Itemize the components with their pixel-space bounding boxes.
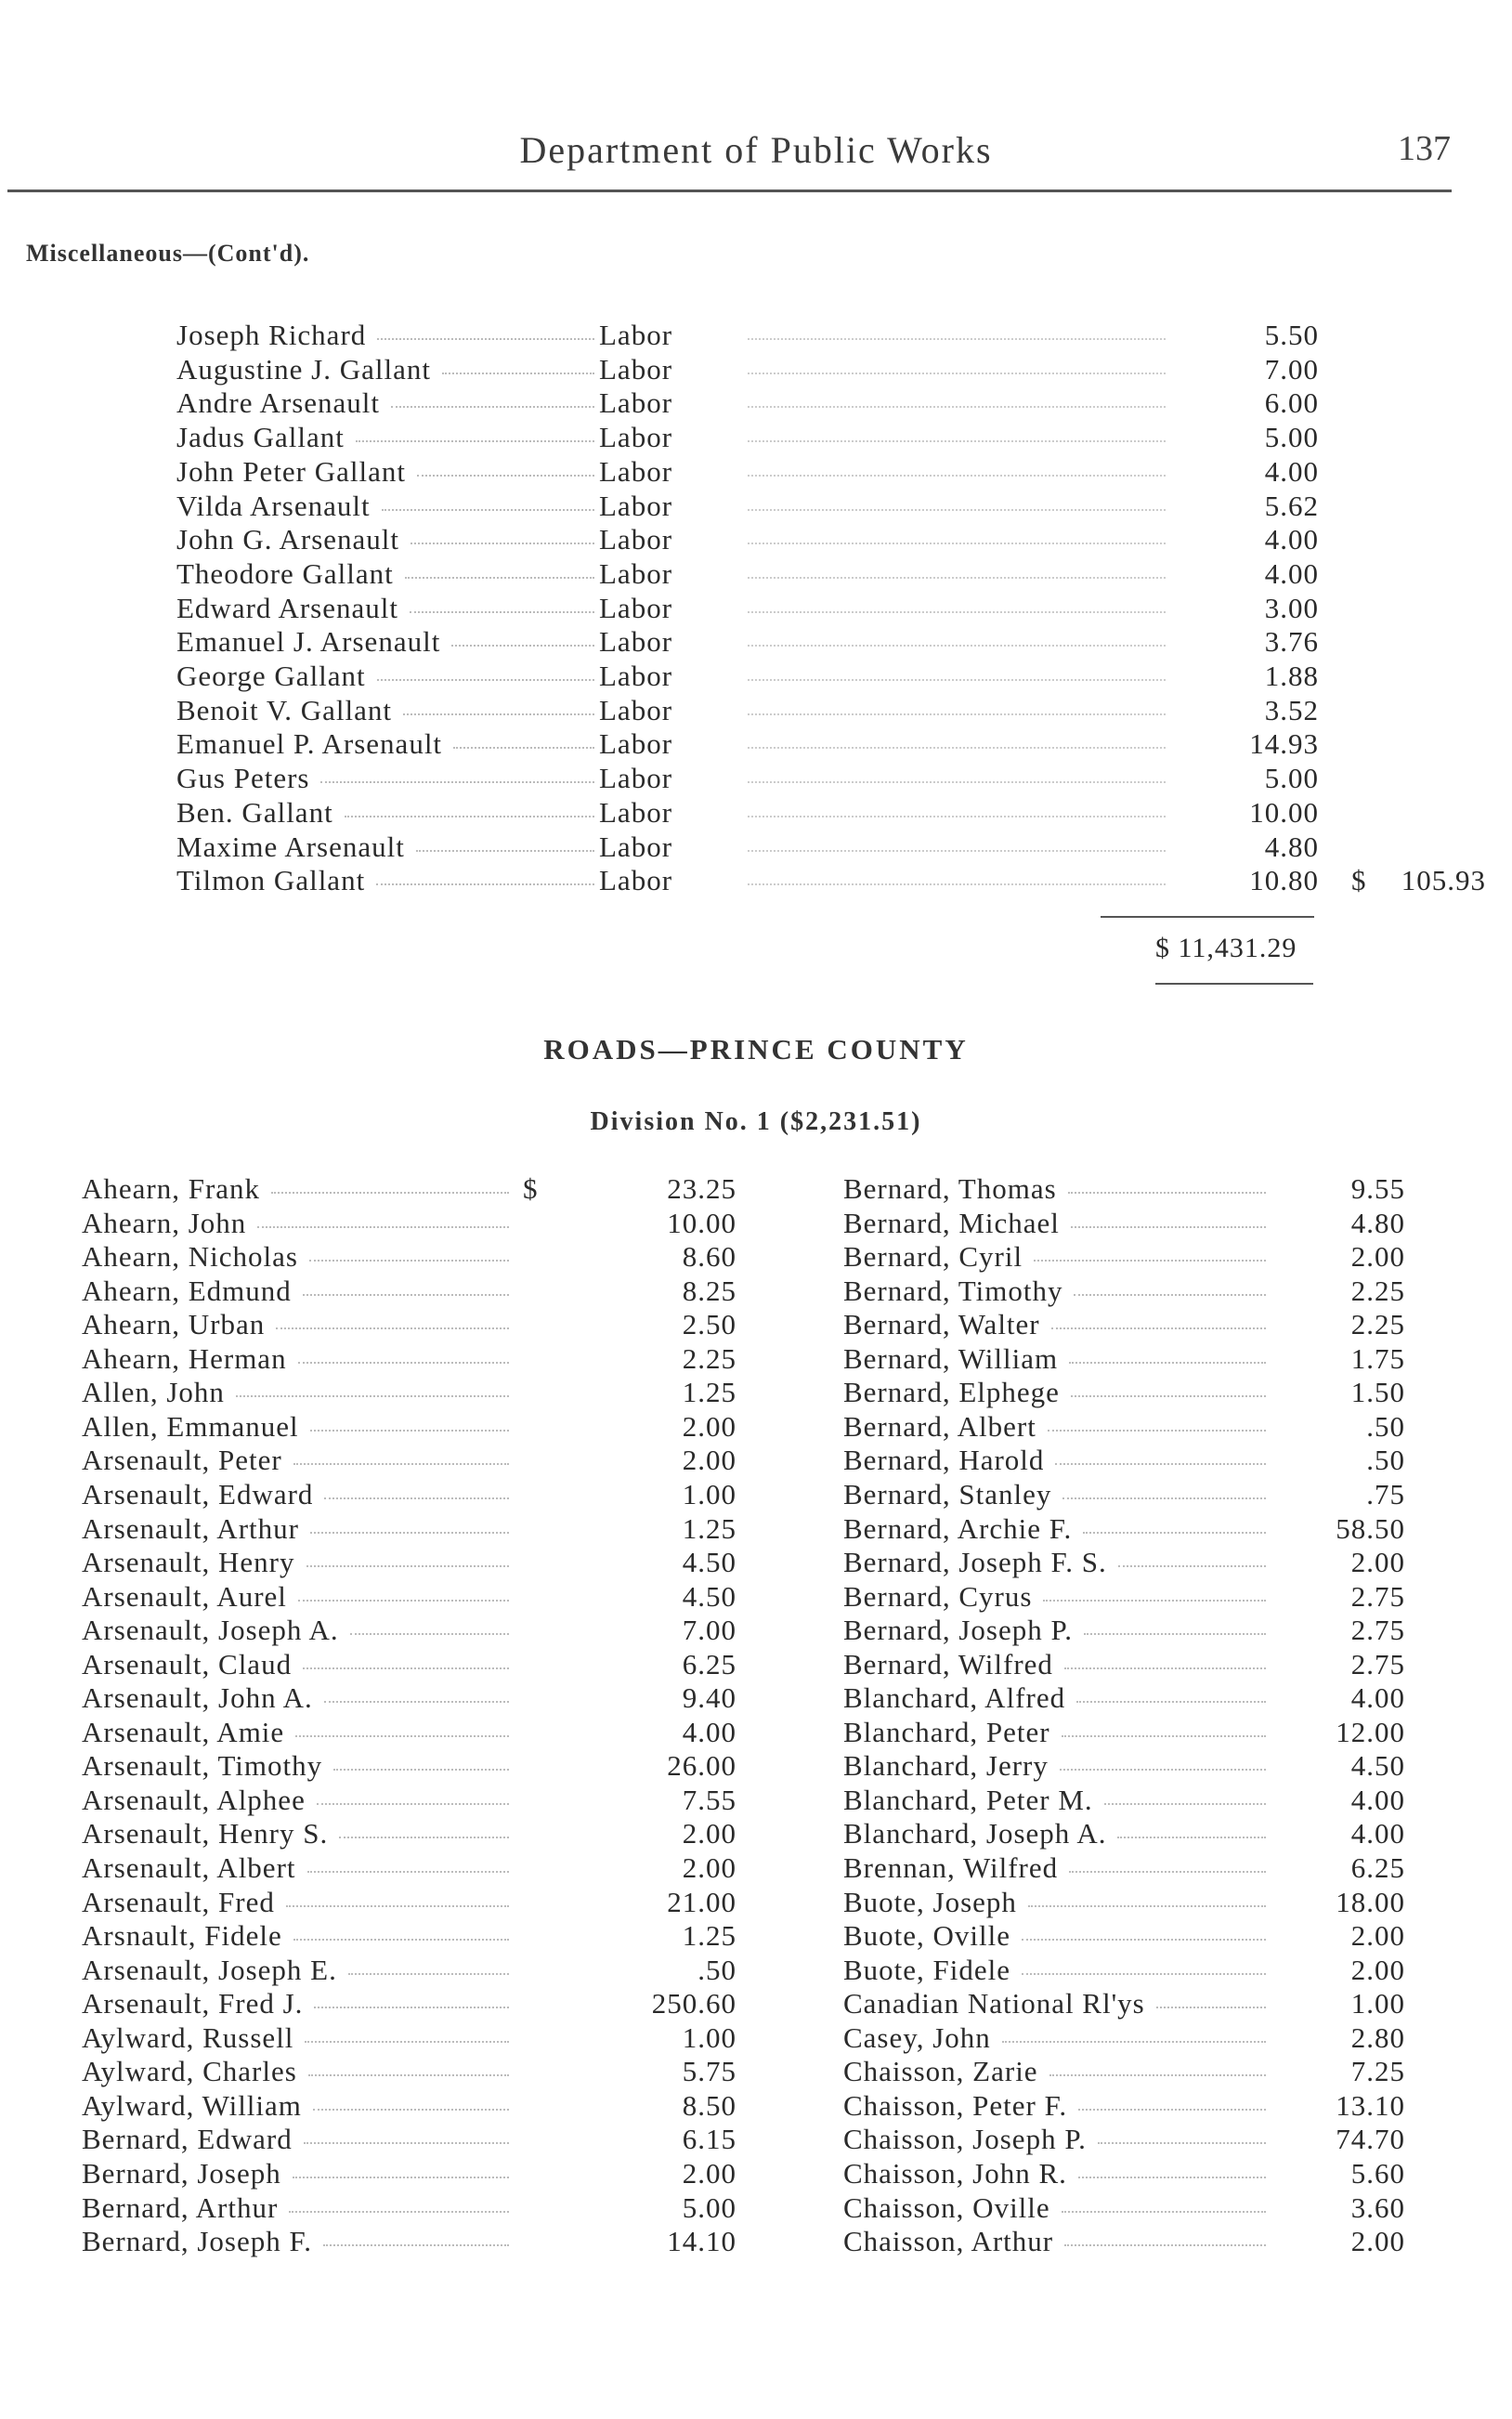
dot-leader bbox=[236, 1395, 509, 1397]
payee-name: Bernard, Stanley bbox=[843, 1477, 1052, 1510]
dot-leader bbox=[317, 1803, 509, 1805]
roads-section-title: ROADS—PRINCE COUNTY bbox=[543, 1033, 969, 1066]
dot-leader bbox=[748, 679, 1166, 681]
page-number: 137 bbox=[1398, 129, 1451, 168]
amount: 7.00 bbox=[682, 1614, 736, 1647]
amount: 1.25 bbox=[682, 1511, 736, 1545]
payee-name: Theodore Gallant bbox=[176, 556, 394, 590]
dot-leader bbox=[1117, 1837, 1266, 1838]
dot-leader bbox=[1098, 2142, 1266, 2144]
payee-name: Bernard, Edward bbox=[82, 2123, 293, 2156]
dot-leader bbox=[320, 781, 594, 783]
payee-name: Casey, John bbox=[843, 2020, 991, 2054]
amount: 3.00 bbox=[1264, 591, 1319, 624]
dot-leader bbox=[304, 2142, 509, 2144]
amount: 2.00 bbox=[1350, 1546, 1405, 1579]
dot-leader bbox=[1078, 2109, 1266, 2111]
dot-leader bbox=[376, 883, 594, 885]
payee-name: Chaisson, Zarie bbox=[843, 2055, 1038, 2088]
amount: 9.55 bbox=[1350, 1172, 1405, 1205]
payee-name: Bernard, Cyrus bbox=[843, 1579, 1033, 1613]
payment-description: Labor bbox=[599, 421, 673, 454]
dot-leader bbox=[310, 1430, 509, 1432]
payee-name: Bernard, Harold bbox=[843, 1444, 1045, 1477]
payee-name: Ahearn, Urban bbox=[82, 1308, 266, 1341]
amount: 74.70 bbox=[1336, 2123, 1405, 2156]
amount: 23.25 bbox=[667, 1172, 736, 1205]
payment-description: Labor bbox=[599, 319, 673, 351]
amount: 250.60 bbox=[651, 1987, 736, 2020]
dot-leader bbox=[442, 373, 594, 374]
dot-leader bbox=[339, 1837, 509, 1838]
dot-leader bbox=[748, 850, 1166, 852]
amount: 4.50 bbox=[682, 1546, 736, 1579]
payee-name: Arsenault, Timothy bbox=[82, 1749, 323, 1783]
payee-name: Chaisson, Arthur bbox=[843, 2225, 1054, 2258]
dot-leader bbox=[303, 1294, 509, 1296]
payment-description: Labor bbox=[599, 762, 673, 795]
dot-leader bbox=[356, 440, 594, 442]
payment-description: Labor bbox=[599, 556, 673, 590]
payee-name: Arsenault, Fred bbox=[82, 1885, 275, 1918]
dot-leader bbox=[309, 1260, 509, 1262]
division-heading: Division No. 1 ($2,231.51) bbox=[590, 1107, 922, 1136]
dot-leader bbox=[391, 406, 594, 408]
currency-symbol: $ bbox=[523, 1172, 539, 1205]
dot-leader bbox=[405, 577, 594, 579]
payee-name: Buote, Fidele bbox=[843, 1953, 1011, 1986]
amount: 5.00 bbox=[1264, 421, 1319, 454]
dot-leader bbox=[403, 713, 594, 715]
amount: 3.52 bbox=[1264, 693, 1319, 726]
amount: 8.60 bbox=[682, 1240, 736, 1274]
dot-leader bbox=[1078, 2177, 1266, 2178]
amount: 58.50 bbox=[1336, 1511, 1405, 1545]
payment-description: Labor bbox=[599, 625, 673, 659]
payee-name: Bernard, Thomas bbox=[843, 1172, 1057, 1205]
payee-name: Blanchard, Alfred bbox=[843, 1681, 1066, 1715]
payee-name: Andre Arsenault bbox=[176, 386, 381, 420]
amount: 10.80 bbox=[1249, 864, 1319, 897]
payee-name: Canadian National Rl'ys bbox=[843, 1987, 1145, 2020]
payee-name: Arsenault, Joseph E. bbox=[82, 1953, 337, 1986]
payee-name: Bernard, Wilfred bbox=[843, 1647, 1053, 1680]
amount: 1.88 bbox=[1264, 660, 1319, 692]
amount: 14.10 bbox=[667, 2225, 736, 2258]
dot-leader bbox=[748, 406, 1166, 408]
payee-name: Edward Arsenault bbox=[176, 591, 398, 624]
payee-name: Allen, John bbox=[82, 1376, 225, 1409]
payee-name: Ahearn, Nicholas bbox=[82, 1240, 298, 1274]
dot-leader bbox=[345, 816, 594, 817]
payee-name: Bernard, Albert bbox=[843, 1409, 1036, 1443]
amount: 1.00 bbox=[682, 1477, 736, 1510]
grand-total: $ 11,431.29 bbox=[1155, 933, 1297, 963]
payee-name: Arsenault, Aurel bbox=[82, 1579, 287, 1613]
dot-leader bbox=[748, 577, 1166, 579]
dot-leader bbox=[377, 679, 594, 681]
payee-name: Vilda Arsenault bbox=[176, 489, 371, 522]
dot-leader bbox=[1064, 1667, 1266, 1669]
payee-name: Bernard, Joseph F. bbox=[82, 2225, 312, 2258]
dot-leader bbox=[382, 509, 594, 511]
amount: 7.55 bbox=[682, 1783, 736, 1816]
payee-name: Joseph Richard bbox=[176, 319, 367, 351]
amount: 6.25 bbox=[682, 1647, 736, 1680]
payee-name: Arsenault, John A. bbox=[82, 1681, 313, 1715]
dot-leader bbox=[1034, 1260, 1266, 1262]
section-label-miscellaneous: Miscellaneous—(Cont'd). bbox=[26, 240, 310, 267]
amount: 5.50 bbox=[1264, 319, 1319, 351]
dot-leader bbox=[1062, 1735, 1266, 1737]
payee-name: Arsenault, Henry S. bbox=[82, 1817, 329, 1850]
payment-description: Labor bbox=[599, 523, 673, 556]
dot-leader bbox=[257, 1226, 509, 1228]
dot-leader bbox=[323, 2244, 509, 2246]
dot-leader bbox=[307, 1871, 509, 1873]
amount: 1.00 bbox=[682, 2020, 736, 2054]
payee-name: Tilmon Gallant bbox=[176, 864, 366, 897]
payee-name: Arsenault, Fred J. bbox=[82, 1987, 304, 2020]
subtotal: 105.93 bbox=[1401, 864, 1486, 897]
amount: 2.50 bbox=[682, 1308, 736, 1341]
payee-name: Gus Peters bbox=[176, 762, 310, 795]
dot-leader bbox=[1069, 1871, 1266, 1873]
dot-leader bbox=[271, 1192, 509, 1194]
dot-leader bbox=[1051, 1327, 1266, 1329]
dot-leader bbox=[333, 1769, 509, 1771]
amount: .50 bbox=[1366, 1444, 1405, 1477]
dot-leader bbox=[748, 509, 1166, 511]
payee-name: Bernard, William bbox=[843, 1341, 1059, 1375]
dot-leader bbox=[1104, 1803, 1266, 1805]
amount: 14.93 bbox=[1249, 727, 1319, 761]
payee-name: Arsenault, Alphee bbox=[82, 1783, 306, 1816]
dot-leader bbox=[276, 1327, 509, 1329]
amount: 2.00 bbox=[1350, 1919, 1405, 1953]
payee-name: Augustine J. Gallant bbox=[176, 352, 431, 386]
payee-name: Bernard, Timothy bbox=[843, 1274, 1063, 1307]
amount: 4.00 bbox=[1350, 1817, 1405, 1850]
payee-name: Bernard, Joseph F. S. bbox=[843, 1546, 1107, 1579]
amount: 3.76 bbox=[1264, 625, 1319, 659]
payee-name: George Gallant bbox=[176, 660, 366, 692]
dot-leader bbox=[303, 1667, 509, 1669]
payee-name: Blanchard, Jerry bbox=[843, 1749, 1049, 1783]
dot-leader bbox=[308, 2074, 509, 2076]
payee-name: Arsenault, Albert bbox=[82, 1851, 296, 1884]
payment-description: Labor bbox=[599, 795, 673, 829]
amount: 8.25 bbox=[682, 1274, 736, 1307]
dot-leader bbox=[324, 1701, 509, 1703]
dot-leader bbox=[748, 611, 1166, 613]
subtotal-rule bbox=[1101, 916, 1314, 918]
payment-description: Labor bbox=[599, 693, 673, 726]
payee-name: Arsenault, Amie bbox=[82, 1715, 285, 1748]
payee-name: Blanchard, Peter M. bbox=[843, 1783, 1093, 1816]
dot-leader bbox=[1062, 2211, 1266, 2213]
dot-leader bbox=[293, 2177, 509, 2178]
dot-leader bbox=[1043, 1600, 1266, 1602]
dot-leader bbox=[453, 747, 594, 749]
dot-leader bbox=[416, 850, 594, 852]
dot-leader bbox=[350, 1633, 509, 1635]
amount: 2.00 bbox=[682, 2156, 736, 2190]
dot-leader bbox=[1083, 1532, 1266, 1534]
amount: 4.00 bbox=[1264, 523, 1319, 556]
amount: 7.00 bbox=[1264, 352, 1319, 386]
dot-leader bbox=[1068, 1192, 1266, 1194]
amount: 2.00 bbox=[682, 1851, 736, 1884]
dot-leader bbox=[748, 816, 1166, 817]
dot-leader bbox=[1022, 1939, 1266, 1941]
payee-name: Benoit V. Gallant bbox=[176, 693, 392, 726]
dot-leader bbox=[748, 747, 1166, 749]
amount: 2.00 bbox=[1350, 1953, 1405, 1986]
dot-leader bbox=[748, 883, 1166, 885]
payee-name: Arsenault, Henry bbox=[82, 1546, 295, 1579]
amount: 12.00 bbox=[1336, 1715, 1405, 1748]
amount: 4.50 bbox=[682, 1579, 736, 1613]
dot-leader bbox=[748, 475, 1166, 477]
amount: 2.25 bbox=[1350, 1308, 1405, 1341]
amount: 4.80 bbox=[1350, 1206, 1405, 1239]
dot-leader bbox=[306, 1565, 509, 1567]
payee-name: Allen, Emmanuel bbox=[82, 1409, 299, 1443]
dot-leader bbox=[1071, 1395, 1266, 1397]
dot-leader bbox=[310, 1532, 509, 1534]
payment-description: Labor bbox=[599, 727, 673, 761]
dot-leader bbox=[1064, 2244, 1266, 2246]
amount: 5.62 bbox=[1264, 489, 1319, 522]
dot-leader bbox=[1060, 1769, 1266, 1771]
dot-leader bbox=[748, 373, 1166, 374]
dot-leader bbox=[1071, 1226, 1266, 1228]
payee-name: Arsenault, Arthur bbox=[82, 1511, 299, 1545]
payee-name: Buote, Joseph bbox=[843, 1885, 1017, 1918]
dot-leader bbox=[1022, 1973, 1266, 1975]
dot-leader bbox=[1062, 1497, 1266, 1499]
dot-leader bbox=[1049, 2074, 1266, 2076]
amount: 2.00 bbox=[682, 1409, 736, 1443]
dot-leader bbox=[289, 2211, 509, 2213]
amount: 4.00 bbox=[1264, 556, 1319, 590]
payee-name: Ben. Gallant bbox=[176, 795, 333, 829]
amount: 1.25 bbox=[682, 1919, 736, 1953]
dot-leader bbox=[748, 781, 1166, 783]
payee-name: Arsenault, Joseph A. bbox=[82, 1614, 339, 1647]
payee-name: Bernard, Joseph bbox=[82, 2156, 281, 2190]
dot-leader bbox=[298, 1600, 509, 1602]
dot-leader bbox=[410, 611, 594, 613]
payee-name: Bernard, Joseph P. bbox=[843, 1614, 1074, 1647]
dot-leader bbox=[748, 543, 1166, 544]
amount: 2.00 bbox=[1350, 2225, 1405, 2258]
payee-name: Emanuel P. Arsenault bbox=[176, 727, 443, 761]
amount: 4.50 bbox=[1350, 1749, 1405, 1783]
amount: 9.40 bbox=[682, 1681, 736, 1715]
payee-name: Chaisson, Peter F. bbox=[843, 2088, 1068, 2122]
amount: 2.00 bbox=[682, 1817, 736, 1850]
dot-leader bbox=[293, 1939, 509, 1941]
payment-description: Labor bbox=[599, 386, 673, 420]
grand-total-rule bbox=[1155, 983, 1313, 985]
amount: 1.75 bbox=[1350, 1341, 1405, 1375]
dot-leader bbox=[295, 1735, 509, 1737]
amount: 10.00 bbox=[1249, 795, 1319, 829]
amount: 18.00 bbox=[1336, 1885, 1405, 1918]
payee-name: Emanuel J. Arsenault bbox=[176, 625, 441, 659]
amount: 2.00 bbox=[682, 1444, 736, 1477]
amount: .50 bbox=[1366, 1409, 1405, 1443]
payee-name: Ahearn, John bbox=[82, 1206, 247, 1239]
payee-name: Chaisson, Joseph P. bbox=[843, 2123, 1087, 2156]
amount: 2.75 bbox=[1350, 1614, 1405, 1647]
dot-leader bbox=[377, 338, 594, 340]
payee-name: Bernard, Cyril bbox=[843, 1240, 1023, 1274]
payee-name: Ahearn, Herman bbox=[82, 1341, 287, 1375]
amount: 2.75 bbox=[1350, 1579, 1405, 1613]
amount: 1.25 bbox=[682, 1376, 736, 1409]
dot-leader bbox=[748, 645, 1166, 647]
payee-name: Buote, Oville bbox=[843, 1919, 1011, 1953]
amount: 6.00 bbox=[1264, 386, 1319, 420]
amount: 1.00 bbox=[1350, 1987, 1405, 2020]
dot-leader bbox=[1118, 1565, 1266, 1567]
payee-name: Brennan, Wilfred bbox=[843, 1851, 1059, 1884]
dot-leader bbox=[411, 543, 594, 544]
dot-leader bbox=[1028, 1905, 1266, 1907]
payee-name: John Peter Gallant bbox=[176, 454, 407, 488]
dot-leader bbox=[293, 1463, 509, 1465]
amount: 4.00 bbox=[1264, 454, 1319, 488]
dot-leader bbox=[313, 2109, 509, 2111]
amount: 5.00 bbox=[1264, 762, 1319, 795]
payment-description: Labor bbox=[599, 489, 673, 522]
payee-name: Ahearn, Edmund bbox=[82, 1274, 292, 1307]
amount: 7.25 bbox=[1350, 2055, 1405, 2088]
amount: 6.25 bbox=[1350, 1851, 1405, 1884]
payee-name: John G. Arsenault bbox=[176, 523, 400, 556]
payment-description: Labor bbox=[599, 591, 673, 624]
payee-name: Blanchard, Peter bbox=[843, 1715, 1050, 1748]
payee-name: Arsenault, Peter bbox=[82, 1444, 282, 1477]
amount: 6.15 bbox=[682, 2123, 736, 2156]
amount: 5.75 bbox=[682, 2055, 736, 2088]
payee-name: Blanchard, Joseph A. bbox=[843, 1817, 1107, 1850]
amount: 4.00 bbox=[1350, 1783, 1405, 1816]
dot-leader bbox=[314, 2007, 509, 2008]
amount: 10.00 bbox=[667, 1206, 736, 1239]
payment-description: Labor bbox=[599, 830, 673, 863]
dot-leader bbox=[286, 1905, 509, 1907]
dot-leader bbox=[1002, 2041, 1266, 2043]
amount: 4.00 bbox=[1350, 1681, 1405, 1715]
amount: 21.00 bbox=[667, 1885, 736, 1918]
amount: 2.80 bbox=[1350, 2020, 1405, 2054]
dot-leader bbox=[1074, 1294, 1266, 1296]
amount: 4.00 bbox=[682, 1715, 736, 1748]
dot-leader bbox=[451, 645, 594, 647]
payee-name: Arsenault, Edward bbox=[82, 1477, 314, 1510]
payee-name: Jadus Gallant bbox=[176, 421, 345, 454]
dot-leader bbox=[1156, 2007, 1266, 2008]
payee-name: Bernard, Elphege bbox=[843, 1376, 1060, 1409]
amount: .75 bbox=[1366, 1477, 1405, 1510]
amount: .50 bbox=[697, 1953, 736, 1986]
page-header-title: Department of Public Works bbox=[519, 129, 993, 171]
amount: 4.80 bbox=[1264, 830, 1319, 863]
payee-name: Bernard, Michael bbox=[843, 1206, 1060, 1239]
payee-name: Ahearn, Frank bbox=[82, 1172, 261, 1205]
dot-leader bbox=[748, 338, 1166, 340]
amount: 13.10 bbox=[1336, 2088, 1405, 2122]
amount: 5.00 bbox=[682, 2190, 736, 2224]
amount: 8.50 bbox=[682, 2088, 736, 2122]
payee-name: Bernard, Walter bbox=[843, 1308, 1040, 1341]
payee-name: Chaisson, John R. bbox=[843, 2156, 1067, 2190]
amount: 2.25 bbox=[1350, 1274, 1405, 1307]
dot-leader bbox=[1055, 1463, 1266, 1465]
payee-name: Bernard, Archie F. bbox=[843, 1511, 1073, 1545]
dot-leader bbox=[298, 1362, 509, 1364]
payee-name: Chaisson, Oville bbox=[843, 2190, 1050, 2224]
dot-leader bbox=[1048, 1430, 1266, 1432]
payee-name: Maxime Arsenault bbox=[176, 830, 405, 863]
dot-leader bbox=[1069, 1362, 1266, 1364]
payment-description: Labor bbox=[599, 660, 673, 692]
payment-description: Labor bbox=[599, 864, 673, 897]
dot-leader bbox=[748, 713, 1166, 715]
payment-description: Labor bbox=[599, 352, 673, 386]
amount: 5.60 bbox=[1350, 2156, 1405, 2190]
payee-name: Arsenault, Claud bbox=[82, 1647, 293, 1680]
dot-leader bbox=[324, 1497, 509, 1499]
payee-name: Aylward, Charles bbox=[82, 2055, 297, 2088]
subtotal-currency: $ bbox=[1351, 864, 1367, 897]
header-rule bbox=[7, 190, 1452, 192]
payee-name: Aylward, William bbox=[82, 2088, 302, 2122]
dot-leader bbox=[305, 2041, 509, 2043]
payee-name: Aylward, Russell bbox=[82, 2020, 294, 2054]
amount: 3.60 bbox=[1350, 2190, 1405, 2224]
amount: 26.00 bbox=[667, 1749, 736, 1783]
payment-description: Labor bbox=[599, 454, 673, 488]
payee-name: Arsnault, Fidele bbox=[82, 1919, 282, 1953]
amount: 2.25 bbox=[682, 1341, 736, 1375]
payee-name: Bernard, Arthur bbox=[82, 2190, 279, 2224]
dot-leader bbox=[348, 1973, 509, 1975]
dot-leader bbox=[417, 475, 594, 477]
dot-leader bbox=[748, 440, 1166, 442]
dot-leader bbox=[1084, 1633, 1266, 1635]
amount: 2.00 bbox=[1350, 1240, 1405, 1274]
amount: 1.50 bbox=[1350, 1376, 1405, 1409]
amount: 2.75 bbox=[1350, 1647, 1405, 1680]
dot-leader bbox=[1076, 1701, 1266, 1703]
